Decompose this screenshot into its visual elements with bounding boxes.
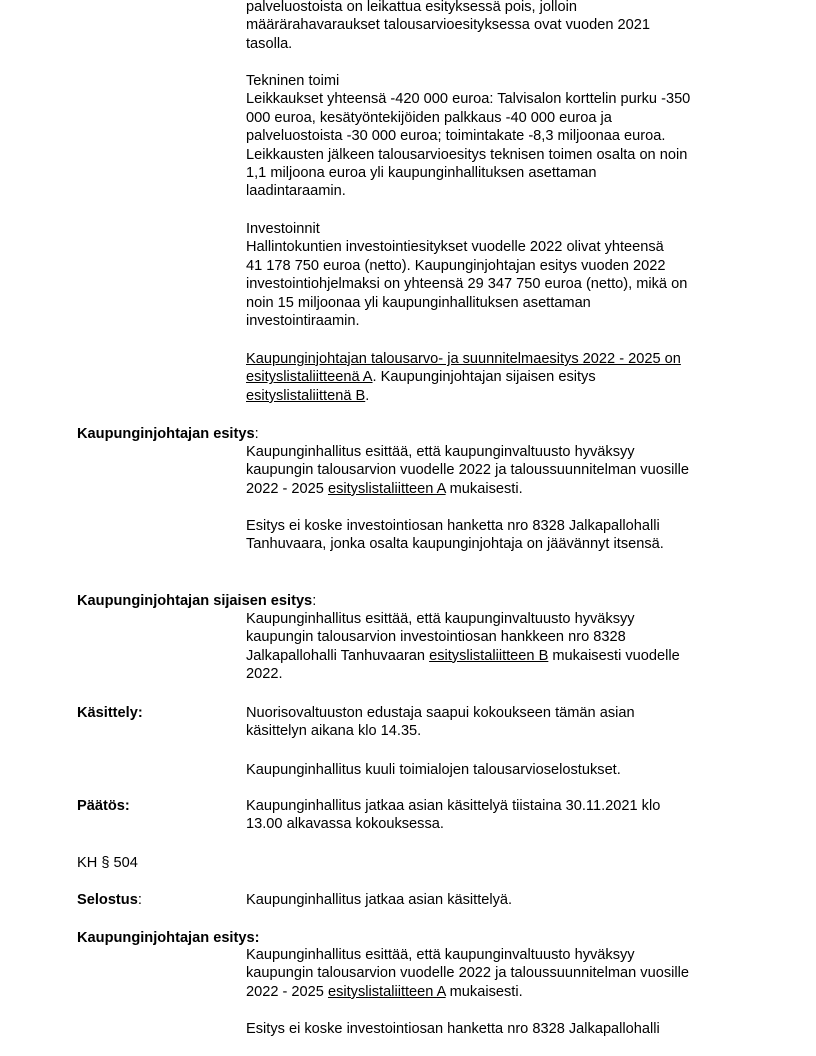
text-line: käsittelyn aikana klo 14.35. xyxy=(246,723,422,740)
section-heading: Tekninen toimi xyxy=(246,73,340,89)
text-line: laadintaraamin. xyxy=(246,183,346,200)
text-line: investointiohjelmaksi on yhteensä 29 347 750 euroa (netto), mikä on xyxy=(246,276,688,293)
attachment-b-link[interactable]: esityslistaliittenä B xyxy=(246,387,366,404)
text-line: kaupungin talousarvion investointiosan hankkeen nro 8328 xyxy=(246,629,626,646)
text-line: 2022. xyxy=(246,666,283,683)
text-line: määrärahavaraukset talousarvioesityksessa ovat vuoden 2021 xyxy=(246,17,650,34)
text-line: Hallintokuntien investointiesitykset vuodelle 2022 olivat yhteensä xyxy=(246,239,664,256)
proposal-label: Kaupunginjohtajan esitys: xyxy=(77,426,259,442)
text-line: 1,1 miljoona euroa yli kaupunginhallituksen asettaman xyxy=(246,165,597,182)
text-line: tasolla. xyxy=(246,35,293,52)
text-line: Kaupunginhallitus jatkaa asian käsittelyä tiistaina 30.11.2021 klo xyxy=(246,798,661,814)
attachment-a-link[interactable]: Kaupunginjohtajan talousarvo- ja suunnitelmaesitys 2022 - 2025 on xyxy=(246,351,681,367)
decision-text xyxy=(246,797,746,834)
section-number: KH § 504 xyxy=(77,855,138,871)
paragraph-continuation xyxy=(246,0,746,53)
kasittely-text-2: Kaupunginhallitus kuuli toimialojen talousarvioselostukset. xyxy=(246,762,621,778)
text-line: 000 euroa, kesätyöntekijöiden palkkaus -40 000 euroa ja xyxy=(246,109,612,126)
text-line: palveluostoista -30 000 euroa; toimintakate -8,3 miljoonaa euroa. xyxy=(246,128,666,145)
proposal-note xyxy=(246,517,746,554)
section-investoinnit xyxy=(246,220,746,330)
text-line: 13.00 alkavassa kokouksessa. xyxy=(246,816,444,833)
text-line: 41 178 750 euroa (netto). Kaupunginjohtajan esitys vuoden 2022 xyxy=(246,257,666,274)
section-tekninen-toimi xyxy=(246,72,746,201)
text-line: palveluostoista on leikattua esityksessä pois, jolloin xyxy=(246,0,577,15)
text-line: Kaupunginhallitus esittää, että kaupunginvaltuusto hyväksyy xyxy=(246,947,635,963)
text-fragment: . xyxy=(365,387,370,404)
kasittely-text xyxy=(246,704,746,741)
text-line: kaupungin talousarvion vuodelle 2022 ja taloussuunnitelman vuosille xyxy=(246,462,689,479)
proposal-text: Kaupunginhallitus esittää, että kaupunginvaltuusto hyväksyy kaupungin talousarvion vuodelle 2022 ja taloussuunnitelman vuosille 2022 - 2025 esityslistaliitteen A mukaisesti. xyxy=(246,443,746,498)
deputy-proposal-text: Kaupunginhallitus esittää, että kaupunginvaltuusto hyväksyy kaupungin talousarvion investointiosan hankkeen nro 8328 Jalkapallohalli Tanhuvaaran esityslistaliitteen B mukaisesti vuodelle 2022. xyxy=(246,610,746,684)
text-line: kaupungin talousarvion vuodelle 2022 ja taloussuunnitelman vuosille xyxy=(246,965,689,982)
deputy-proposal-label: Kaupunginjohtajan sijaisen esitys: xyxy=(77,593,317,609)
attachment-a-link[interactable]: esityslistaliitteen A xyxy=(327,983,446,1000)
proposal-label-2: Kaupunginjohtajan esitys: xyxy=(77,930,260,946)
attachment-a-link[interactable]: esityslistaliitteenä A xyxy=(246,369,373,386)
proposal-text-2: Kaupunginhallitus esittää, että kaupunginvaltuusto hyväksyy kaupungin talousarvion vuodelle 2022 ja taloussuunnitelman vuosille 2022 - 2025 esityslistaliitteen A mukaisesti. xyxy=(246,946,746,1001)
decision-label: Päätös: xyxy=(77,798,130,814)
text-line: Esitys ei koske investointiosan hanketta nro 8328 Jalkapallohalli xyxy=(246,518,660,534)
text-line: Tanhuvaara, jonka osalta kaupunginjohtaja on jäävännyt itsensä. xyxy=(246,536,664,553)
text-fragment: . Kaupunginjohtajan sijaisen esitys xyxy=(372,369,596,386)
selostus-text: Kaupunginhallitus jatkaa asian käsittelyä. xyxy=(246,892,513,908)
text-line: investointiraamin. xyxy=(246,313,360,330)
text-line: Leikkausten jälkeen talousarvioesitys teknisen toimen osalta on noin xyxy=(246,146,688,163)
text-line: Kaupunginhallitus esittää, että kaupunginvaltuusto hyväksyy xyxy=(246,444,635,460)
text-line: Leikkaukset yhteensä -420 000 euroa: Talvisalon korttelin purku -350 xyxy=(246,91,691,108)
text-line: noin 15 miljoonaa yli kaupunginhallituksen asettaman xyxy=(246,294,591,311)
text-line: Nuorisovaltuuston edustaja saapui kokoukseen tämän asian xyxy=(246,705,635,721)
kasittely-label: Käsittely: xyxy=(77,705,143,721)
attachment-b-link[interactable]: esityslistaliitteen B xyxy=(429,647,549,664)
proposal-note-2: Esitys ei koske investointiosan hanketta nro 8328 Jalkapallohalli xyxy=(246,1021,660,1037)
text-line: Kaupunginhallitus esittää, että kaupunginvaltuusto hyväksyy xyxy=(246,611,635,627)
section-heading: Investoinnit xyxy=(246,221,320,237)
attachment-a-link[interactable]: esityslistaliitteen A xyxy=(327,480,446,497)
selostus-label: Selostus: xyxy=(77,892,142,908)
attachments-paragraph xyxy=(246,350,746,405)
